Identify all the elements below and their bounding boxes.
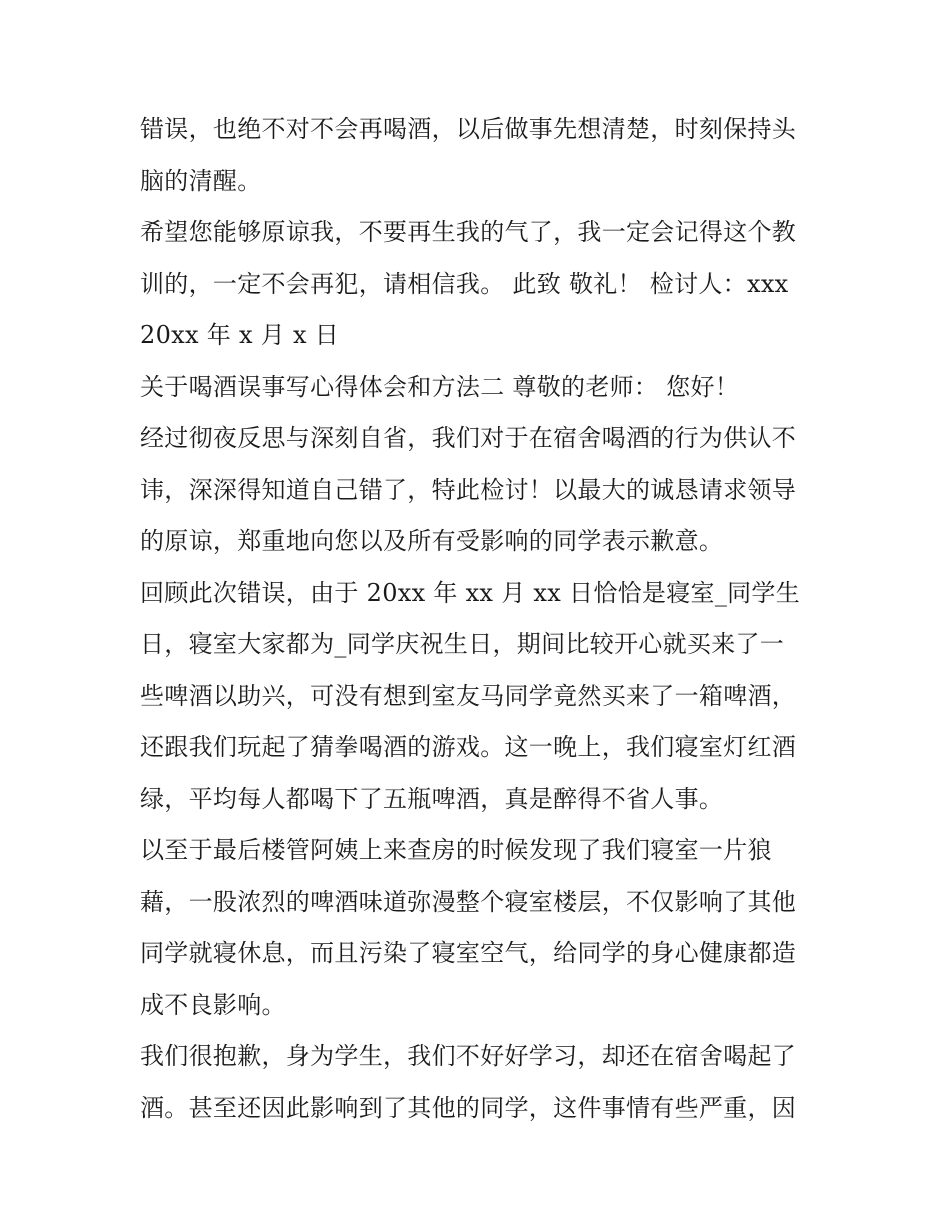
text-line: 经过彻夜反思与深刻自省，我们对于在宿舍喝酒的行为供认不 bbox=[140, 424, 797, 452]
text-line: 还跟我们玩起了猜拳喝酒的游戏。这一晚上，我们寝室灯红酒 bbox=[140, 733, 797, 761]
text-line: 些啤酒以助兴，可没有想到室友马同学竟然买来了一箱啤酒， bbox=[140, 681, 797, 710]
text-line: 希望您能够原谅我，不要再生我的气了，我一定会记得这个教 bbox=[140, 218, 797, 246]
text-line: 脑的清醒。 bbox=[140, 166, 262, 195]
text-line: 日，寝室大家都为_同学庆祝生日，期间比较开心就买来了一 bbox=[140, 630, 785, 658]
text-line: 同学就寝休息，而且污染了寝室空气，给同学的身心健康都造 bbox=[140, 939, 797, 967]
text-line: 错误，也绝不对不会再喝酒，以后做事先想清楚，时刻保持头 bbox=[140, 115, 797, 143]
text-line: 酒。甚至还因此影响到了其他的同学，这件事情有些严重，因 bbox=[140, 1093, 797, 1122]
text-line: 我们很抱歉，身为学生，我们不好好学习，却还在宿舍喝起了 bbox=[140, 1042, 797, 1070]
text-line: 训的，一定不会再犯，请相信我。 此致 敬礼！ 检讨人：xxx bbox=[140, 269, 789, 298]
text-line: 讳，深深得知道自己错了，特此检讨！以最大的诚恳请求领导 bbox=[140, 475, 797, 504]
text-line: 关于喝酒误事写心得体会和方法二 尊敬的老师： 您好！ bbox=[140, 372, 740, 401]
text-line: 以至于最后楼管阿姨上来查房的时候发现了我们寝室一片狼 bbox=[140, 836, 772, 864]
text-line: 成不良影响。 bbox=[140, 990, 286, 1019]
text-line: 回顾此次错误，由于 20xx 年 xx 月 xx 日恰恰是寝室_同学生 bbox=[140, 578, 801, 607]
text-line: 20xx 年 x 月 x 日 bbox=[140, 321, 340, 349]
text-line: 藉，一股浓烈的啤酒味道弥漫整个寝室楼层，不仅影响了其他 bbox=[140, 887, 797, 916]
text-line: 的原谅，郑重地向您以及所有受影响的同学表示歉意。 bbox=[140, 527, 724, 555]
text-line: 绿，平均每人都喝下了五瓶啤酒，真是醉得不省人事。 bbox=[140, 784, 724, 813]
document-body bbox=[140, 104, 820, 1134]
